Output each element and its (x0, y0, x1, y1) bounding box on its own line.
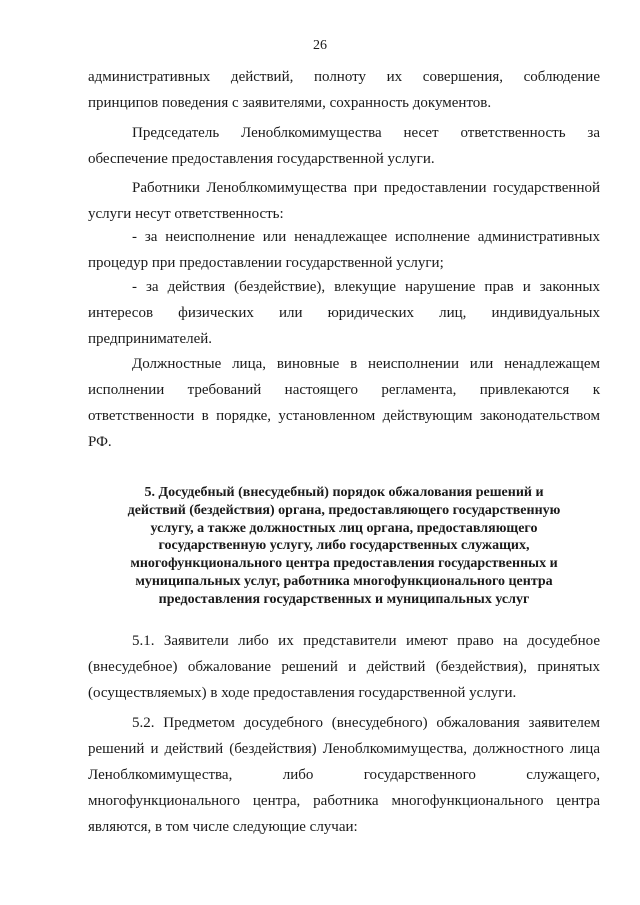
paragraph-line: принципов поведения с заявителями, сохранность документов. (88, 95, 492, 111)
heading-line: государственную услугу, либо государственных служащих, (158, 538, 530, 554)
heading-line: предоставления государственных и муниципальных услуг (158, 591, 530, 607)
heading-line: муниципальных услуг, работника многофункционального центра (135, 573, 553, 589)
paragraph-line: являются, в том числе следующие случаи: (88, 819, 358, 835)
paragraph-line: 5.1. Заявители либо их представители имеют право на досудебное (132, 633, 600, 649)
paragraph-line: процедур при предоставлении государственной услуги; (88, 255, 444, 271)
paragraph-line: решений и действий (бездействия) Леноблкомимущества, должностного лица (88, 741, 600, 757)
heading-line: действий (бездействия) органа, предоставляющего государственную (127, 502, 561, 518)
paragraph-line: - за действия (бездействие), влекущие нарушение прав и законных (132, 279, 600, 295)
heading-line: 5. Досудебный (внесудебный) порядок обжалования решений и (144, 485, 544, 500)
paragraph-line: - за неисполнение или ненадлежащее исполнение административных (132, 229, 600, 245)
paragraph-line: Леноблкомимущества, либо государственного служащего, (88, 767, 600, 783)
paragraph-line: 5.2. Предметом досудебного (внесудебного) обжалования заявителем (132, 715, 600, 731)
paragraph-line: Работники Леноблкомимущества при предоставлении государственной (132, 180, 600, 196)
paragraph-line: РФ. (88, 434, 112, 450)
paragraph-line: ответственности в порядке, установленном действующим законодательством (88, 408, 600, 424)
paragraph-line: Председатель Леноблкомимущества несет ответственность за (132, 125, 600, 141)
paragraph-line: исполнении требований настоящего регламента, привлекаются к (88, 382, 600, 398)
paragraph-line: услуги несут ответственность: (88, 206, 284, 222)
paragraph-line: административных действий, полноту их совершения, соблюдение (88, 69, 600, 85)
heading-line: многофункционального центра предоставления государственных и (130, 556, 558, 572)
heading-line: услугу, а также должностных лиц органа, предоставляющего (150, 520, 538, 536)
paragraph-line: (осуществляемых) в ходе предоставления государственной услуги. (88, 685, 517, 701)
paragraph-line: (внесудебное) обжалование решений и действий (бездействия), принятых (88, 659, 600, 675)
paragraph-line: обеспечение предоставления государственной услуги. (88, 151, 435, 167)
paragraph-line: предпринимателей. (88, 331, 213, 347)
paragraph-line: многофункционального центра, работника многофункционального центра (88, 793, 600, 809)
section-heading (88, 484, 600, 609)
paragraph-line: Должностные лица, виновные в неисполнении или ненадлежащем (132, 356, 600, 372)
page-number: 26 (313, 38, 327, 53)
paragraph-line: интересов физических или юридических лиц, индивидуальных (88, 305, 600, 321)
